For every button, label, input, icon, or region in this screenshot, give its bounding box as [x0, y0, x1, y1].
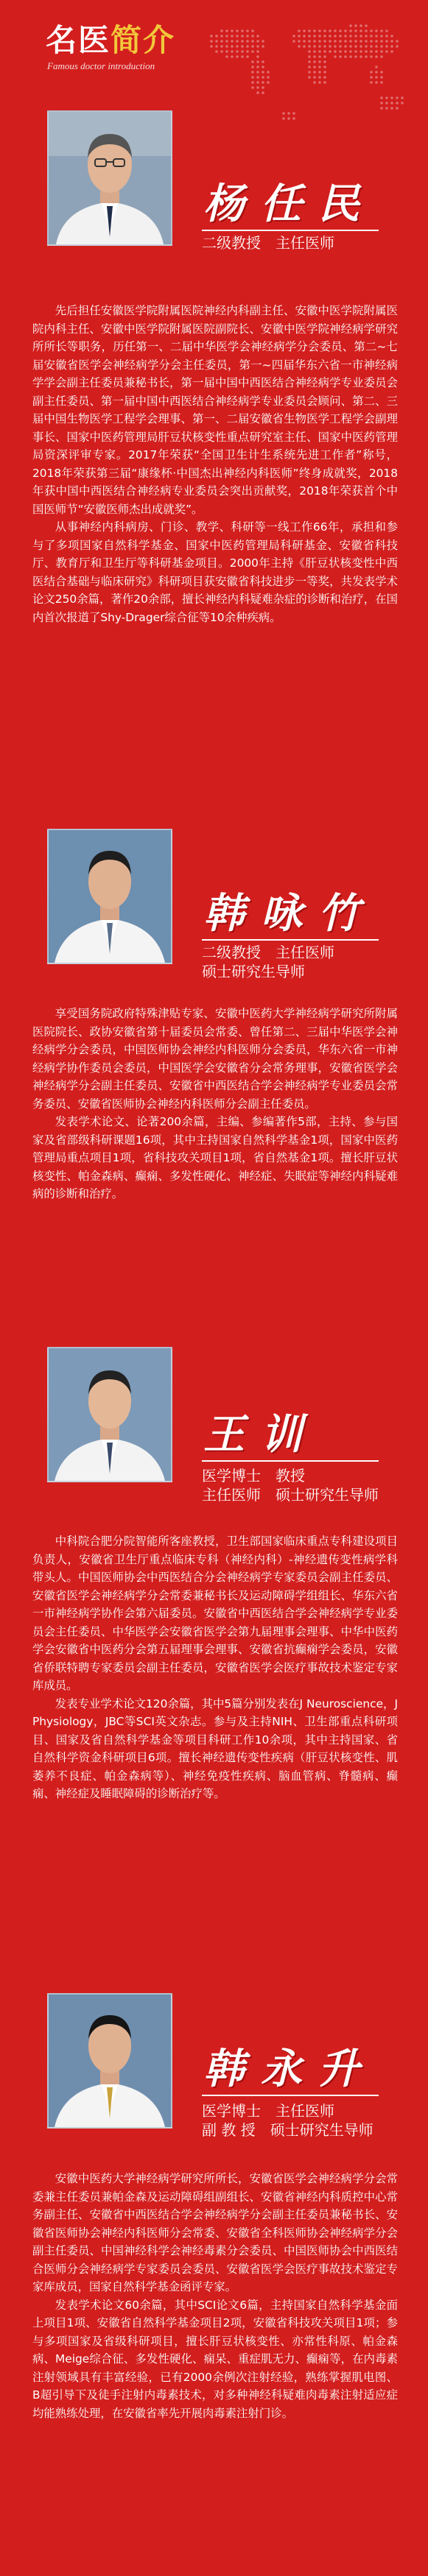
- map-dot: [365, 55, 368, 58]
- map-dot: [323, 29, 326, 32]
- map-dot: [308, 71, 311, 74]
- map-dot: [251, 81, 254, 84]
- map-dot: [349, 55, 352, 58]
- bio-paragraph: 安徽中医药大学神经病学研究所所长，安徽省医学会神经病学分会常委兼主任委员兼帕金森及运动障碍组副组长、安徽省神经内科质控中心常务副主任、安徽省中西医结合学会神经病学分会副主任委员兼秘书长、安徽省医师协会神经内科医师分会常委、安徽省全科医师协会神经病学分会副主任委员、中国神经科学会神经毒素分会委员、中国医师协会中西医结合医师分会神经病学专家委员会委员、安徽省医学会医疗事故技术鉴定专家库成员，国家自然科学基金函评专家。: [32, 2172, 398, 2293]
- map-dot: [380, 96, 383, 99]
- map-dot: [220, 40, 223, 43]
- map-dot: [241, 50, 244, 53]
- map-dot: [246, 40, 249, 43]
- map-dot: [380, 71, 383, 74]
- map-dot: [313, 40, 316, 43]
- map-dot: [396, 45, 399, 48]
- map-dot: [236, 45, 239, 48]
- portrait-image: [49, 1995, 171, 2127]
- map-dot: [354, 45, 357, 48]
- map-dot: [313, 60, 316, 63]
- map-dot: [318, 35, 321, 38]
- map-dot: [251, 35, 254, 38]
- doctor-photo: [47, 110, 172, 246]
- doctor-title: 医学博士 教授: [202, 1467, 305, 1485]
- map-dot: [231, 40, 234, 43]
- map-dot: [380, 76, 383, 79]
- map-dot: [267, 71, 270, 74]
- map-dot: [359, 50, 362, 53]
- map-dot: [313, 81, 316, 84]
- map-dot: [308, 35, 311, 38]
- map-dot: [282, 117, 285, 120]
- map-dot: [334, 40, 337, 43]
- map-dot: [370, 50, 373, 53]
- map-dot: [396, 40, 399, 43]
- map-dot: [262, 66, 264, 68]
- map-dot: [380, 45, 383, 48]
- map-dot: [313, 71, 316, 74]
- doctor-name: 杨任民: [203, 180, 376, 228]
- map-dot: [385, 35, 388, 38]
- map-dot: [339, 50, 342, 53]
- name-underline: [202, 939, 379, 941]
- map-dot: [385, 45, 388, 48]
- map-dot: [246, 35, 249, 38]
- map-dot: [256, 91, 259, 94]
- header-subtitle: Famous doctor introduction: [47, 60, 155, 71]
- map-dot: [308, 60, 311, 63]
- map-dot: [215, 35, 218, 38]
- map-dot: [267, 81, 270, 84]
- map-dot: [396, 102, 399, 105]
- map-dot: [262, 45, 264, 48]
- map-dot: [251, 86, 254, 89]
- map-dot: [308, 66, 311, 68]
- map-dot: [359, 40, 362, 43]
- map-dot: [313, 50, 316, 53]
- map-dot: [298, 45, 301, 48]
- map-dot: [365, 35, 368, 38]
- map-dot: [344, 45, 347, 48]
- map-dot: [334, 50, 337, 53]
- map-dot: [308, 45, 311, 48]
- map-dot: [220, 45, 223, 48]
- map-dot: [287, 117, 290, 120]
- map-dot: [380, 81, 383, 84]
- map-dot: [256, 66, 259, 68]
- map-dot: [323, 76, 326, 79]
- map-dot: [313, 45, 316, 48]
- doctor-bio: [32, 1532, 398, 1803]
- map-dot: [313, 55, 316, 58]
- map-dot: [313, 35, 316, 38]
- map-dot: [385, 40, 388, 43]
- map-dot: [251, 60, 254, 63]
- map-dot: [308, 76, 311, 79]
- map-dot: [251, 45, 254, 48]
- map-dot: [225, 40, 228, 43]
- map-dot: [251, 29, 254, 32]
- map-dot: [303, 29, 306, 32]
- map-dot: [390, 40, 393, 43]
- doctor-title: 二级教授 主任医师: [202, 944, 334, 961]
- map-dot: [370, 29, 373, 32]
- map-dot: [375, 66, 378, 68]
- doctor-photo: [47, 1993, 172, 2129]
- map-dot: [323, 71, 326, 74]
- map-dot: [390, 96, 393, 99]
- bio-paragraph: 享受国务院政府特殊津贴专家、安徽中医药大学神经病学研究所附属医院院长、政协安徽省第十届委员会常委、曾任第二、三届中华医学会神经病学分会委员，中国医师协会神经内科医师分会委员，华东六省一市神经病学协作委员会委员，中国医学会安徽省分会常务理事，安徽省医学会神经病学分会副主任委员、安徽省中西医结合学会神经病学专业委员会常务委员、安徽省医师协会神经内科医师分会副主任委员。: [32, 1007, 398, 1111]
- map-dot: [298, 29, 301, 32]
- map-dot: [359, 35, 362, 38]
- map-dot: [251, 50, 254, 53]
- map-dot: [262, 76, 264, 79]
- map-dot: [365, 45, 368, 48]
- map-dot: [318, 50, 321, 53]
- map-dot: [225, 29, 228, 32]
- map-dot: [349, 50, 352, 53]
- map-dot: [256, 86, 259, 89]
- name-underline: [202, 1460, 379, 1462]
- map-dot: [241, 35, 244, 38]
- map-dot: [380, 50, 383, 53]
- map-dot: [231, 50, 234, 53]
- map-dot: [385, 50, 388, 53]
- map-dot: [375, 81, 378, 84]
- map-dot: [318, 76, 321, 79]
- doctor-photo: [47, 1347, 172, 1482]
- map-dot: [231, 55, 234, 58]
- map-dot: [292, 117, 295, 120]
- map-dot: [380, 55, 383, 58]
- map-dot: [292, 40, 295, 43]
- map-dot: [349, 29, 352, 32]
- map-dot: [313, 66, 316, 68]
- map-dot: [375, 76, 378, 79]
- map-dot: [210, 35, 213, 38]
- map-dot: [339, 55, 342, 58]
- map-dot: [246, 55, 249, 58]
- map-dot: [313, 29, 316, 32]
- map-dot: [349, 35, 352, 38]
- map-dot: [210, 45, 213, 48]
- map-dot: [380, 102, 383, 105]
- map-dot: [225, 45, 228, 48]
- map-dot: [303, 35, 306, 38]
- portrait-image: [49, 830, 171, 963]
- doctor-title: 主任医师 硕士研究生导师: [202, 1486, 379, 1504]
- map-dot: [323, 35, 326, 38]
- map-dot: [334, 55, 337, 58]
- map-dot: [401, 102, 404, 105]
- map-dot: [225, 35, 228, 38]
- bio-paragraph: 发表学术论文、论著200余篇，主编、参编著作5部，主持、参与国家及省部级科研课题16项，其中主持国家自然科学基金1项，国家中医药管理局重点项目1项，省科技攻关项目1项，省自然基金1项。擅长肝豆状核变性、帕金森病、癫痫、多发性硬化、神经症、失眠症等神经内科疑难病的诊断和治疗。: [32, 1115, 398, 1200]
- map-dot: [241, 29, 244, 32]
- map-dot: [375, 55, 378, 58]
- map-dot: [323, 81, 326, 84]
- map-dot: [334, 29, 337, 32]
- doctor-title: 副 教 授 硕士研究生导师: [202, 2121, 373, 2139]
- map-dot: [251, 76, 254, 79]
- map-dot: [365, 40, 368, 43]
- map-dot: [359, 29, 362, 32]
- map-dot: [329, 35, 331, 38]
- map-dot: [329, 50, 331, 53]
- map-dot: [375, 40, 378, 43]
- map-dot: [318, 45, 321, 48]
- map-dot: [380, 35, 383, 38]
- map-dot: [287, 112, 290, 115]
- map-dot: [308, 50, 311, 53]
- map-dot: [220, 35, 223, 38]
- map-dot: [349, 40, 352, 43]
- map-dot: [370, 81, 373, 84]
- map-dot: [256, 76, 259, 79]
- doctor-title: 二级教授 主任医师: [202, 234, 334, 252]
- map-dot: [390, 107, 393, 110]
- map-dot: [385, 96, 388, 99]
- map-dot: [292, 112, 295, 115]
- map-dot: [236, 50, 239, 53]
- map-dot: [365, 50, 368, 53]
- map-dot: [354, 55, 357, 58]
- map-dot: [215, 40, 218, 43]
- doctor-photo: [47, 829, 172, 964]
- map-dot: [380, 40, 383, 43]
- map-dot: [339, 45, 342, 48]
- map-dot: [396, 96, 399, 99]
- map-dot: [359, 24, 362, 27]
- map-dot: [246, 29, 249, 32]
- map-dot: [236, 55, 239, 58]
- map-dot: [318, 81, 321, 84]
- doctor-title: 硕士研究生导师: [202, 963, 305, 980]
- map-dot: [303, 45, 306, 48]
- map-dot: [401, 96, 404, 99]
- map-dot: [215, 50, 218, 53]
- map-dot: [236, 29, 239, 32]
- map-dot: [339, 29, 342, 32]
- map-dot: [396, 107, 399, 110]
- bio-paragraph: 发表学术论文60余篇，其中SCI论文6篇，主持国家自然科学基金面上项目1项、安徽省自然科学基金项目2项，安徽省科技攻关项目1项；参与多项国家及省级科研项目，擅长肝豆状核变性、亦常性科原、帕金森病、Meige综合征、多发性硬化、痫呆、重症肌无力、癫痫等，在内毒素注射领域具有丰富经验，已有2000余例次注射经验，熟练掌握肌电图、B超引导下及徒手注射内毒素技术，对多种神经科疑难肉毒素注射适应症均能熟练处理，在安徽省率先开展肉毒素注射门诊。: [32, 2298, 398, 2420]
- doctor-title: 医学博士 主任医师: [202, 2102, 334, 2120]
- map-dot: [262, 71, 264, 74]
- doctor-name: 王训: [203, 1410, 318, 1459]
- map-dot: [323, 50, 326, 53]
- map-dot: [385, 102, 388, 105]
- map-dot: [318, 40, 321, 43]
- header: [0, 0, 428, 96]
- map-dot: [370, 40, 373, 43]
- map-dot: [390, 50, 393, 53]
- map-dot: [339, 35, 342, 38]
- map-dot: [231, 45, 234, 48]
- map-dot: [334, 45, 337, 48]
- map-dot: [329, 29, 331, 32]
- map-dot: [210, 40, 213, 43]
- map-dot: [375, 71, 378, 74]
- map-dot: [375, 35, 378, 38]
- map-dot: [329, 45, 331, 48]
- doctor-name: 韩永升: [203, 2045, 376, 2093]
- map-dot: [323, 45, 326, 48]
- map-dot: [256, 40, 259, 43]
- map-dot: [359, 45, 362, 48]
- map-dot: [390, 45, 393, 48]
- bio-paragraph: 从事神经内科病房、门诊、教学、科研等一线工作66年，承担和参与了多项国家自然科学基金、国家中医药管理局科研基金、安徽省科技厅、教育厅和卫生厅等科研基金项目。2000年主持《肝豆状核变性中西医结合基础与临床研究》科研项目获安徽省科技进步一等奖，共发表学术论文250余篇，著作20余部，擅长神经内科疑难杂症的诊断和治疗，在国内首次报道了Shy-Drager综合征等10余种疾病。: [32, 520, 398, 624]
- map-dot: [344, 55, 347, 58]
- map-dot: [262, 81, 264, 84]
- header-title: [46, 24, 175, 57]
- map-dot: [329, 40, 331, 43]
- bio-paragraph: 先后担任安徽医学院附属医院神经内科副主任、安徽中医学院附属医院内科主任、安徽中医学院附属医院副院长、安徽中医学院神经病学研究所所长等职务，历任第一、二届中华医学会神经病学分会委员、第二~七届安徽省医学会神经病学分会主任委员，第一~四届华东六省一市神经病学学会副主任委员兼秘书长，第一届中国中西医结合神经病学专业委员会副主任委员、第一届中国中西医结合神经病学专业委员会顾问、第二、三届中国生物医学工程学会理事、第一、二届安徽省生物医学工程学会副理事长、国家中医药管理局肝豆状核变性重点研究室主任、国家中医药管理局资深评审专家。2017年荣获“全国卫生计生系统先进工作者”称号，2018年荣获第三届“康缘杯·中国杰出神经内科医师”终身成就奖，2018年获中国中西医结合神经病专业委员会突出贡献奖，2018年荣获首个中国医师节“安徽医师杰出成就奖”。: [32, 304, 398, 516]
- map-dot: [308, 29, 311, 32]
- map-dot: [375, 29, 378, 32]
- map-dot: [365, 24, 368, 27]
- map-dot: [354, 50, 357, 53]
- map-dot: [344, 35, 347, 38]
- map-dot: [246, 45, 249, 48]
- map-dot: [225, 55, 228, 58]
- map-dot: [262, 60, 264, 63]
- map-dot: [251, 66, 254, 68]
- header-title-part1: 名医: [46, 22, 111, 58]
- header-title-part2: 简介: [110, 22, 176, 58]
- map-dot: [354, 40, 357, 43]
- map-dot: [354, 35, 357, 38]
- name-underline: [202, 230, 379, 231]
- map-dot: [267, 76, 270, 79]
- map-dot: [262, 86, 264, 89]
- map-dot: [241, 45, 244, 48]
- map-dot: [323, 40, 326, 43]
- map-dot: [308, 55, 311, 58]
- map-dot: [241, 55, 244, 58]
- map-dot: [220, 50, 223, 53]
- map-dot: [334, 35, 337, 38]
- map-dot: [323, 60, 326, 63]
- map-dot: [241, 40, 244, 43]
- map-dot: [236, 40, 239, 43]
- map-dot: [370, 45, 373, 48]
- map-dot: [236, 35, 239, 38]
- map-dot: [344, 29, 347, 32]
- map-dot: [308, 40, 311, 43]
- map-dot: [365, 29, 368, 32]
- portrait-image: [49, 1348, 171, 1481]
- map-dot: [359, 55, 362, 58]
- map-dot: [349, 45, 352, 48]
- map-dot: [231, 29, 234, 32]
- map-dot: [303, 40, 306, 43]
- map-dot: [349, 24, 352, 27]
- map-dot: [318, 66, 321, 68]
- doctor-bio: [32, 1005, 398, 1203]
- map-dot: [323, 66, 326, 68]
- map-dot: [380, 29, 383, 32]
- map-dot: [262, 91, 264, 94]
- map-dot: [246, 50, 249, 53]
- map-dot: [313, 76, 316, 79]
- map-dot: [318, 55, 321, 58]
- map-dot: [375, 50, 378, 53]
- map-dot: [344, 40, 347, 43]
- map-dot: [370, 35, 373, 38]
- map-dot: [215, 45, 218, 48]
- map-dot: [354, 24, 357, 27]
- map-dot: [282, 112, 285, 115]
- map-dot: [318, 71, 321, 74]
- map-dot: [256, 45, 259, 48]
- bio-paragraph: 发表专业学术论文120余篇，其中5篇分别发表在J Neuroscience，J Physiology，JBC等SCI英文杂志。参与及主持NIH、卫生部重点科研项目、国家及省自然科学基金等项目科研工作10余项，其中主持国家、省自然科学资金科研项目6项。擅长神经遗传变性疾病（肝豆状核变性、肌萎养不良症、帕金森病等）、神经免疫性疾病、脑血管病、脊髓病、癫痫、神经症及睡眠障碍的诊断治疗等。: [32, 1696, 398, 1800]
- map-dot: [256, 81, 259, 84]
- map-dot: [318, 29, 321, 32]
- map-dot: [298, 35, 301, 38]
- map-dot: [262, 40, 264, 43]
- map-dot: [390, 102, 393, 105]
- map-dot: [231, 35, 234, 38]
- map-dot: [256, 55, 259, 58]
- bio-paragraph: 中科院合肥分院智能所客座教授，卫生部国家临床重点专科建设项目负责人，安徽省卫生厅重点临床专科（神经内科）-神经遗传变性病学科带头人。中国医师协会中西医结合分会神经病学专家委员会副主任委员、安徽省医学会神经病学分会常委兼秘书长及运动障碍学组组长、华东六省一市神经病学协作会第六届委员。安徽省中西医结合学会神经病学专业委员会主任委员、中华医学会安徽省医学会第九届理事会理事、中华中医药学会安徽省中医药分会第五届理事会理事、安徽省抗癫痫学会委员，安徽省侨联特聘专家委员会副主任委员，安徽省医学会医疗事故技术鉴定专家库成员。: [32, 1535, 398, 1692]
- map-dot: [256, 50, 259, 53]
- map-dot: [385, 29, 388, 32]
- doctor-bio: [32, 302, 398, 626]
- doctor-bio: [32, 2170, 398, 2422]
- map-dot: [256, 60, 259, 63]
- map-dot: [370, 76, 373, 79]
- doctor-name: 韩咏竹: [203, 889, 376, 938]
- map-dot: [375, 45, 378, 48]
- map-dot: [251, 71, 254, 74]
- map-dot: [256, 35, 259, 38]
- map-dot: [354, 29, 357, 32]
- map-dot: [370, 55, 373, 58]
- map-dot: [220, 29, 223, 32]
- map-dot: [225, 50, 228, 53]
- map-dot: [344, 50, 347, 53]
- map-dot: [323, 55, 326, 58]
- map-dot: [256, 71, 259, 74]
- map-dot: [385, 107, 388, 110]
- map-dot: [292, 35, 295, 38]
- map-dot: [318, 60, 321, 63]
- map-dot: [370, 71, 373, 74]
- name-underline: [202, 2095, 379, 2096]
- map-dot: [380, 107, 383, 110]
- world-map-dots: [207, 6, 421, 146]
- portrait-image: [49, 112, 171, 244]
- map-dot: [339, 40, 342, 43]
- map-dot: [298, 40, 301, 43]
- map-dot: [390, 35, 393, 38]
- map-dot: [251, 40, 254, 43]
